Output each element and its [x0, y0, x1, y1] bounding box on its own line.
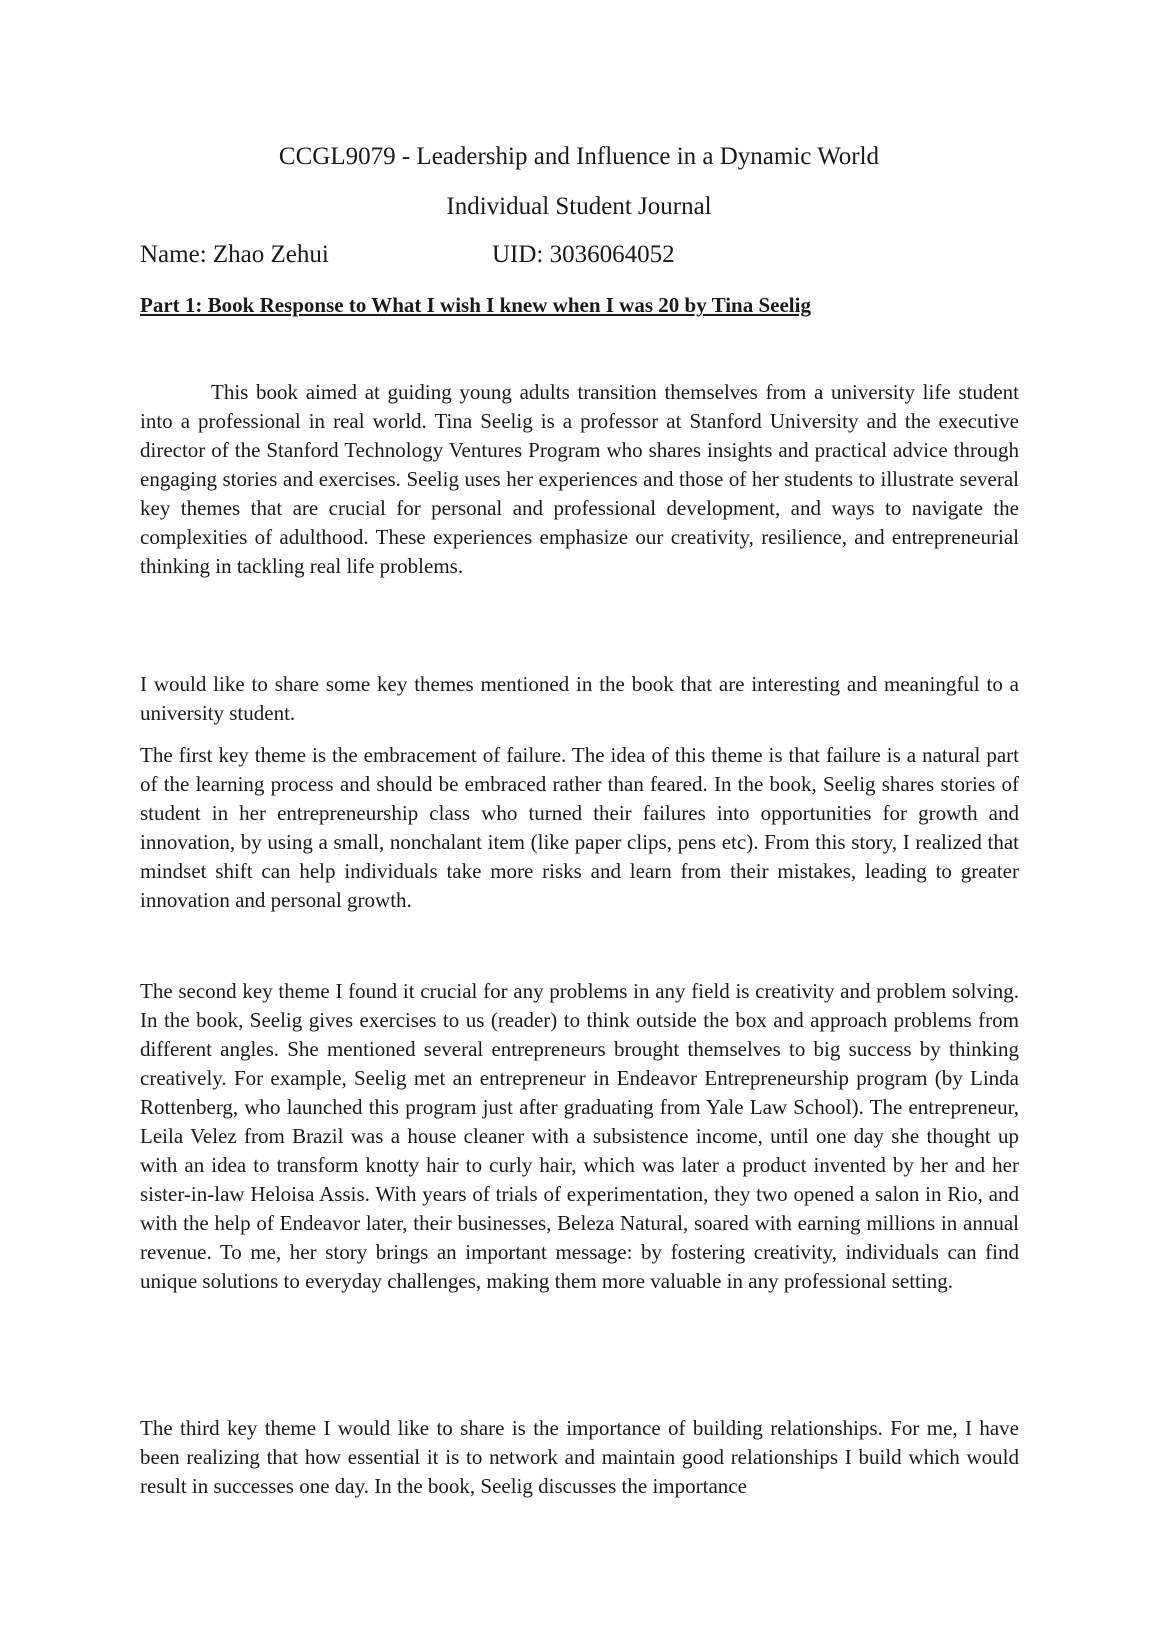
- part-heading: Part 1: Book Response to What I wish I knew when I was 20 by Tina Seelig: [140, 293, 811, 317]
- paragraph-intro: This book aimed at guiding young adults transition themselves from a university life student into a professional in real world. Tina Seelig is a professor at Stanford University and the executive director of the Stanford Technology Ventures Program who shares insights and practical advice through engaging stories and exercises. Seelig uses her experiences and those of her students to illustrate several key themes that are crucial for personal and professional development, and ways to navigate the complexities of adulthood. These experiences emphasize our creativity, resilience, and entrepreneurial thinking in tackling real life problems.: [140, 380, 1019, 578]
- journal-title: Individual Student Journal: [446, 193, 712, 220]
- paragraph-second-theme: The second key theme I found it crucial for any problems in any field is creativity and problem solving. In the book, Seelig gives exercises to us (reader) to think outside the box and approach problems from different angles. She mentioned several entrepreneurs brought themselves to big success by thinking creatively. For example, Seelig met an entrepreneur in Endeavor Entrepreneurship program (by Linda Rottenberg, who launched this program just after graduating from Yale Law School). The entrepreneur, Leila Velez from Brazil was a house cleaner with a subsistence income, until one day she thought up with an idea to transform knotty hair to curly hair, which was later a product invented by her and her sister-in-law Heloisa Assis. With years of trials of experimentation, they two opened a salon in Rio, and with the help of Endeavor later, their businesses, Beleza Natural, soared with earning millions in annual revenue. To me, her story brings an important message: by fostering creativity, individuals can find unique solutions to everyday challenges, making them more valuable in any professional setting.: [140, 979, 1019, 1293]
- student-name: Name: Zhao Zehui: [140, 241, 329, 268]
- paragraph-key-themes-intro: I would like to share some key themes mentioned in the book that are interesting and meaningful to a university student.: [140, 672, 1019, 725]
- paragraph-third-theme: The third key theme I would like to share is the importance of building relationships. For me, I have been realizing that how essential it is to network and maintain good relationships I build which would result in successes one day. In the book, Seelig discusses the importance: [140, 1416, 1019, 1498]
- paragraph-first-theme: The first key theme is the embracement of failure. The idea of this theme is that failure is a natural part of the learning process and should be embraced rather than feared. In the book, Seelig shares stories of student in her entrepreneurship class who turned their failures into opportunities for growth and innovation, by using a small, nonchalant item (like paper clips, pens etc). From this story, I realized that mindset shift can help individuals take more risks and learn from their mistakes, leading to greater innovation and personal growth.: [140, 743, 1019, 912]
- student-uid: UID: 3036064052: [492, 241, 675, 268]
- course-title: CCGL9079 - Leadership and Influence in a Dynamic World: [278, 143, 880, 170]
